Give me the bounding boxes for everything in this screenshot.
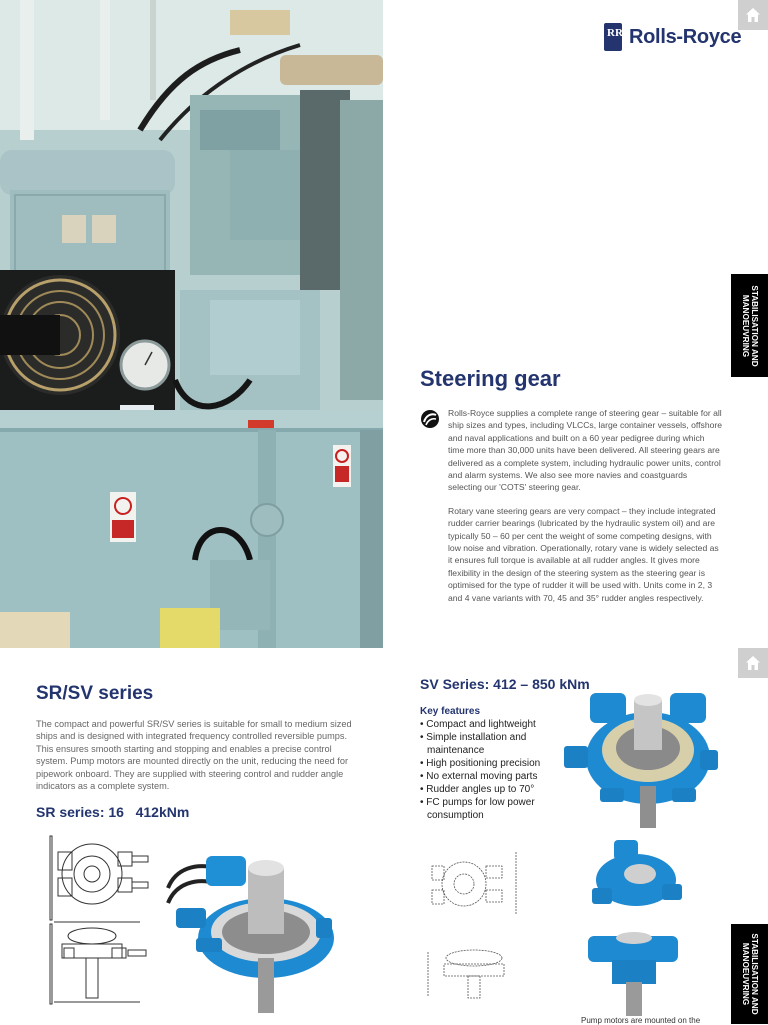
feature-item: • Rudder angles up to 70°	[420, 783, 580, 796]
srsv-title: SR/SV series	[36, 683, 154, 704]
section-tab-label: STABILISATION AND MANOEUVRING	[740, 284, 759, 367]
image-caption: Pump motors are mounted on the	[581, 1016, 701, 1025]
sr-series-title: SR series: 16 412kNm	[36, 804, 190, 820]
home-icon	[744, 6, 762, 24]
sv-drawing-top	[424, 848, 524, 918]
feature-item: • FC pumps for low power consumption	[420, 796, 580, 822]
home-icon	[744, 654, 762, 672]
sr-technical-drawing	[40, 832, 155, 1010]
feature-item: • High positioning precision	[420, 757, 580, 770]
badge-letters: RR	[607, 27, 623, 39]
srsv-description: The compact and powerful SR/SV series is suitable for small to medium sized ships and is designed with integrated frequency controlled reversible pumps. This ensures smooth starting and stopping and enables a precise control system. Pump motors are mounted directly on the unit, reducing the need for pipework onboard. They are supplied with steering control and rudder angle indicators as a complete system.	[36, 719, 352, 792]
section-tab[interactable]	[731, 274, 768, 377]
key-features-title: Key features	[420, 706, 481, 717]
feature-item: • No external moving parts	[420, 770, 580, 783]
swirl-bullet-icon	[420, 409, 440, 429]
brand-name: Rolls-Royce	[629, 25, 742, 48]
sv-drawing-side	[424, 946, 524, 1002]
feature-item: • Compact and lightweight	[420, 718, 580, 731]
sv-unit-side-image	[582, 930, 686, 1016]
sv-unit-image	[560, 688, 720, 830]
home-button-2[interactable]	[738, 648, 768, 678]
steering-body	[448, 407, 723, 615]
rr-badge	[604, 23, 622, 51]
home-button[interactable]	[738, 0, 768, 30]
sr-unit-image	[166, 848, 336, 1013]
page-title: Steering gear	[420, 366, 561, 391]
feature-item: • Simple installation and maintenance	[420, 731, 580, 757]
hydraulic-unit-photo	[0, 0, 383, 648]
rolls-royce-logo[interactable]	[604, 22, 741, 52]
key-features-list	[420, 718, 580, 822]
sv-unit-small-image	[584, 836, 688, 920]
section-tab-2[interactable]	[731, 924, 768, 1024]
sv-series-title: SV Series: 412 – 850 kNm	[420, 676, 590, 692]
section-tab-label-2: STABILISATION AND MANOEUVRING	[740, 933, 759, 1015]
steering-paragraph-1: Rolls-Royce supplies a complete range of steering gear – suitable for all ship sizes and types, including VLCCs, large container vessels, offshore and naval applications and built on a 60 year pedigree during which time more than 30,000 units have been delivered. All steering gears are delivered as a complete system, including hydraulic power units, control and alarm systems. We also see more navies and coastguards selecting our 'COTS' steering gear.	[448, 408, 723, 493]
steering-paragraph-2: Rotary vane steering gears are very compact – they include integrated rudder carrier bearings (lubricated by the hydraulic system oil) and are typically 50 – 60 per cent the weight of some competing designs, with low noise and vibration. Operationally, rotary vane is widely selected as it ensures full torque is available at all rudder angles. It gives more flexibility in the design of the steering system as the steering gear is optimised for the type of rudder it will be used with. Units come in 2, 3 and 4 vane variants with 70, 45 and 35° rudder angles respectively.	[448, 505, 719, 603]
